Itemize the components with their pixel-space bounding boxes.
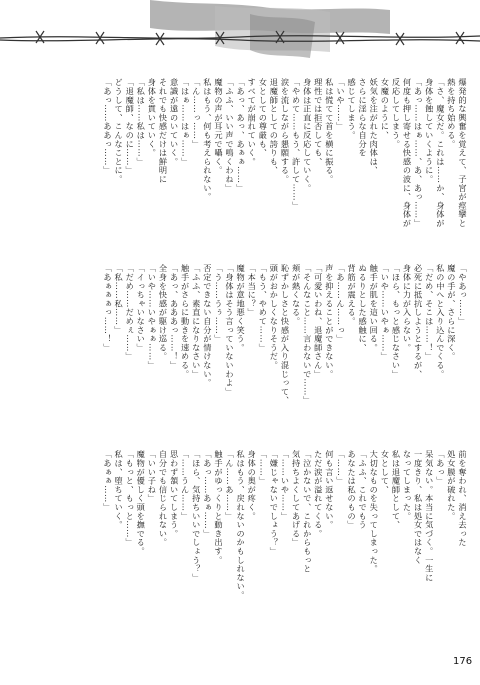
text-line: 「嫌じゃないでしょう？」 <box>269 450 280 556</box>
text-line: 全身を快感が駆け巡る。 <box>158 264 169 361</box>
text-line: 妖気を注がれた肉体は、 <box>369 78 380 175</box>
text-line: 「そんなこと……言わないで……」 <box>302 264 313 405</box>
text-line: 一度きり、私は処女ではなく <box>413 450 424 565</box>
text-line: 処女膜が破れた。 <box>446 450 457 521</box>
text-line: 声を抑えることができない。 <box>324 264 335 379</box>
text-line: 背筋が震える。 <box>347 264 358 326</box>
text-line: 「あぁぁぁっ……！」 <box>103 264 113 352</box>
text-line: 前を奪われ、消え去った <box>458 450 468 547</box>
text-line: それでも快感だけは鮮明に <box>158 78 169 184</box>
text-line: 何も言い返せない。 <box>324 450 335 530</box>
text-line: 「あっ」 <box>435 450 446 486</box>
text-line: 「だめ、そこは……！」 <box>424 264 435 361</box>
text-line: 身体の奥が疼く。 <box>247 450 258 521</box>
text-line: 「う……うぅ……」 <box>213 264 224 344</box>
text-line: 「やあっ……」 <box>458 264 468 326</box>
text-column-block-lower <box>68 450 468 622</box>
text-line: 「身体はそう言っていないわよ」 <box>225 264 236 396</box>
text-line: 私は、堕ちていく。 <box>114 450 125 530</box>
text-line: 「退魔師、なのに……」 <box>125 78 136 175</box>
text-line: 触手が肌を這い回る。 <box>369 264 380 352</box>
text-line: 「あ……ん……っ」 <box>335 264 346 344</box>
text-line: 意識が遠のいていく。 <box>169 78 180 166</box>
text-line: 理性では拒否しても、 <box>313 78 324 166</box>
text-line: 女として、 <box>380 450 391 494</box>
text-column-block-middle <box>68 264 468 436</box>
text-line: 「可愛いわね、退魔師さん」 <box>313 264 324 379</box>
text-line: 大切なものを失ってしまった。 <box>369 450 380 574</box>
text-line: 「はぁ……はぁ……」 <box>180 78 191 166</box>
text-line: 「もっと、もっと……」 <box>125 450 136 547</box>
page-number: 176 <box>453 656 473 667</box>
text-line: 「いや……いやぁぁ……」 <box>147 264 158 370</box>
text-line: 「もう、やめて……」 <box>258 264 269 352</box>
text-line: 頬が熱くなる。 <box>291 264 302 326</box>
text-line: 「私……私……」 <box>114 264 125 335</box>
text-line: 「だめ……だめぇ……」 <box>125 264 136 361</box>
text-line: 思わず頷いてしまう。 <box>169 450 180 538</box>
text-line: 「あっ……はぁ……、あ、あっ……」 <box>413 78 424 228</box>
text-line: 「私は……私は……」 <box>136 78 147 166</box>
text-line: 「いい子ね」 <box>147 450 158 503</box>
text-line: 「あっ、あっ、あぁぁ……」 <box>236 78 247 193</box>
text-line: 「いや……」 <box>335 78 346 131</box>
text-line: 「ふふ、これでもう <box>358 450 369 530</box>
text-line: 私は退魔師として、 <box>391 450 402 530</box>
text-line: 私は慌てて首を横に振る。 <box>324 78 335 184</box>
text-line: 「ふふ、いい声で鳴くわね」 <box>225 78 236 193</box>
text-line: 「あぁぁ……」 <box>103 450 113 512</box>
text-line: さらに淫らな自分を <box>358 78 369 158</box>
text-line: 「ほら、もっと感じなさい」 <box>391 264 402 379</box>
text-line: 涙を流しながら懇願する。 <box>280 78 291 184</box>
text-line: 「あっ、あああっ……！」 <box>169 264 180 370</box>
text-line: 女魔のように、 <box>380 78 391 140</box>
text-line: 感じてしまう。 <box>347 78 358 140</box>
text-line: 頭がおかしくなりそうだ。 <box>269 264 280 370</box>
brush-stroke-art <box>150 0 390 58</box>
text-line: 爆発的な興奮を覚えて、子宮が痙攣と <box>458 78 468 228</box>
text-line: 自分でも信じられない。 <box>158 450 169 547</box>
text-line: すべてが崩れていく。 <box>247 78 258 166</box>
text-line: 恥ずかしさと快感が入り混じって、 <box>280 264 291 405</box>
text-line: なってしまった。 <box>402 450 413 521</box>
text-line: 私はもう、戻れないのかもしれない。 <box>236 450 247 600</box>
text-line: 「いや……いやぁ……」 <box>380 264 391 361</box>
text-line: あなたは私のもの」 <box>347 450 358 530</box>
text-line: 「あっ……ああっ……」 <box>103 78 113 175</box>
text-line: 「泣かないで、これからもっと <box>302 450 313 574</box>
text-line: 魔物が優しく頭を撫でる。 <box>136 450 147 556</box>
text-line: 私はもう、何も考えられない。 <box>202 78 213 202</box>
text-line: 否定できない自分が情けない。 <box>202 264 213 388</box>
text-line: 私の中へと入り込んでくる。 <box>435 264 446 379</box>
text-line: 「本当に？」 <box>247 264 258 317</box>
text-line: 熱を持ち始める。 <box>446 78 457 149</box>
text-line: 気持ちよくしてあげる」 <box>291 450 302 547</box>
text-line: 必死に抵抗しようとするが、 <box>413 264 424 379</box>
text-line: 退魔師としての誇りも、 <box>269 78 280 175</box>
text-line: 「ん……っ……」 <box>191 78 202 149</box>
text-line: 「ん……あ……」 <box>225 450 236 521</box>
text-line: 身体に力が入らない。 <box>402 264 413 352</box>
text-line: ぬるりとした感触に、 <box>358 264 369 352</box>
text-line: 身体を蝕していくように。 <box>424 78 435 184</box>
text-line: 何度も押し寄せる快感の波に、身体が <box>402 78 413 228</box>
text-line: 「……」 <box>335 450 346 486</box>
text-line: 「ふふ、素直になりなさい」 <box>191 264 202 379</box>
text-column-block-upper <box>68 78 468 250</box>
text-line: 「さ、魔女だ。これは……か、身体が <box>435 78 446 228</box>
text-line: 「イっちゃいなさい」 <box>136 264 147 352</box>
text-line: 「……うん……」 <box>180 450 191 521</box>
text-line: 魔物が意地悪く笑う。 <box>236 264 247 352</box>
text-line: 「やめて……もう、許して……」 <box>291 78 302 210</box>
text-line: 女としての尊厳も、 <box>258 78 269 158</box>
text-line: 「……いや……」 <box>280 450 291 521</box>
text-line: 「……」 <box>258 450 269 486</box>
text-line: 身体は正直に反応していく。 <box>302 78 313 193</box>
text-line: 触手がゆっくりと動き出す。 <box>213 450 224 565</box>
text-line: 触手がさらに動きを速める。 <box>180 264 191 379</box>
text-line: ただ涙が溢れてくる。 <box>313 450 324 538</box>
text-line: 反応してしまう。 <box>391 78 402 149</box>
text-line: 呆気ない。本当に気づく。一生に <box>424 450 435 582</box>
text-line: 「あっ……あぁ……」 <box>202 450 213 538</box>
text-line: 身体を貫いていく。 <box>147 78 158 158</box>
text-line: 魔物の声が耳元で囁く。 <box>213 78 224 175</box>
text-line: どうして、こんなことに。 <box>114 78 125 184</box>
text-line: 魔の手が、さらに深く。 <box>446 264 457 361</box>
text-line: 「ほら、気持ちいいでしょう？」 <box>191 450 202 582</box>
header-decoration <box>0 0 480 60</box>
